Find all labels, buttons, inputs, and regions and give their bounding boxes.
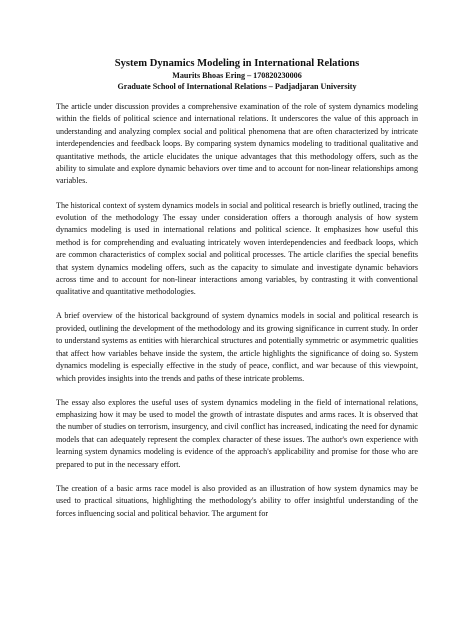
body-paragraph: The creation of a basic arms race model is also provided as an illustration of how system dynamics may be used to practical situations, highlighting the methodology's ability to offer insightful understanding of the forces influencing social and political behavior. The argument for <box>56 483 418 518</box>
document-header <box>56 57 418 92</box>
body-paragraph: The historical context of system dynamics models in social and political research is briefly outlined, tracing the evolution of the methodology The essay under consideration offers a thorough analysis of how system dynamics modeling is used in international relations and political science. It emphasizes how useful this method is for comprehending and evaluating intricately woven interdependencies and feedback loops, which are common characteristics of complex social and political processes. The article clarifies the special benefits that system dynamics modeling offers, such as the capacity to simulate and investigate dynamic behaviors across time and to account for non-linear interactions among variables, by contrasting it with conventional qualitative and quantitative methodologies. <box>56 200 418 297</box>
body-paragraph: The article under discussion provides a comprehensive examination of the role of system dynamics modeling within the fields of political science and international relations. It underscores the value of this approach in understanding and analyzing complex social and political phenomena that are often characterized by intricate interdependencies and feedback loops. By comparing system dynamics modeling to traditional qualitative and quantitative methods, the article elucidates the unique advantages that this methodology offers, such as the ability to simulate and explore dynamic behaviors over time and to account for non-linear relationships among variables. <box>56 102 418 186</box>
document-title: System Dynamics Modeling in International Relations <box>114 58 360 69</box>
document-page <box>56 57 418 532</box>
body-paragraph: A brief overview of the historical background of system dynamics models in social and political research is provided, outlining the development of the methodology and its growing significance in current study. In order to understand systems as entities with hierarchical structures and potentially symmetric or asymmetric qualities that affect how variables behave inside the system, the article highlights the significance of doing so. System dynamics modeling is especially effective in the study of peace, conflict, and war because of this viewpoint, which provides insights into the trends and paths of these intricate problems. <box>56 311 418 383</box>
affiliation-line: Graduate School of International Relations – Padjadjaran University <box>117 82 357 91</box>
body-paragraph: The essay also explores the useful uses of system dynamics modeling in the field of international relations, emphasizing how it may be used to model the growth of intrastate disputes and arms races. It is observed that the number of studies on terrorism, insurgency, and civil conflict has increased, indicating the need for dynamic models that can adequately represent the complex character of these issues. The author's own experience with learning system dynamics modeling is evidence of the approach's applicability and promise for those who are prepared to put in the necessary effort. <box>56 397 418 469</box>
author-line: Maurits Bhoas Ering – 170820230006 <box>172 71 302 80</box>
